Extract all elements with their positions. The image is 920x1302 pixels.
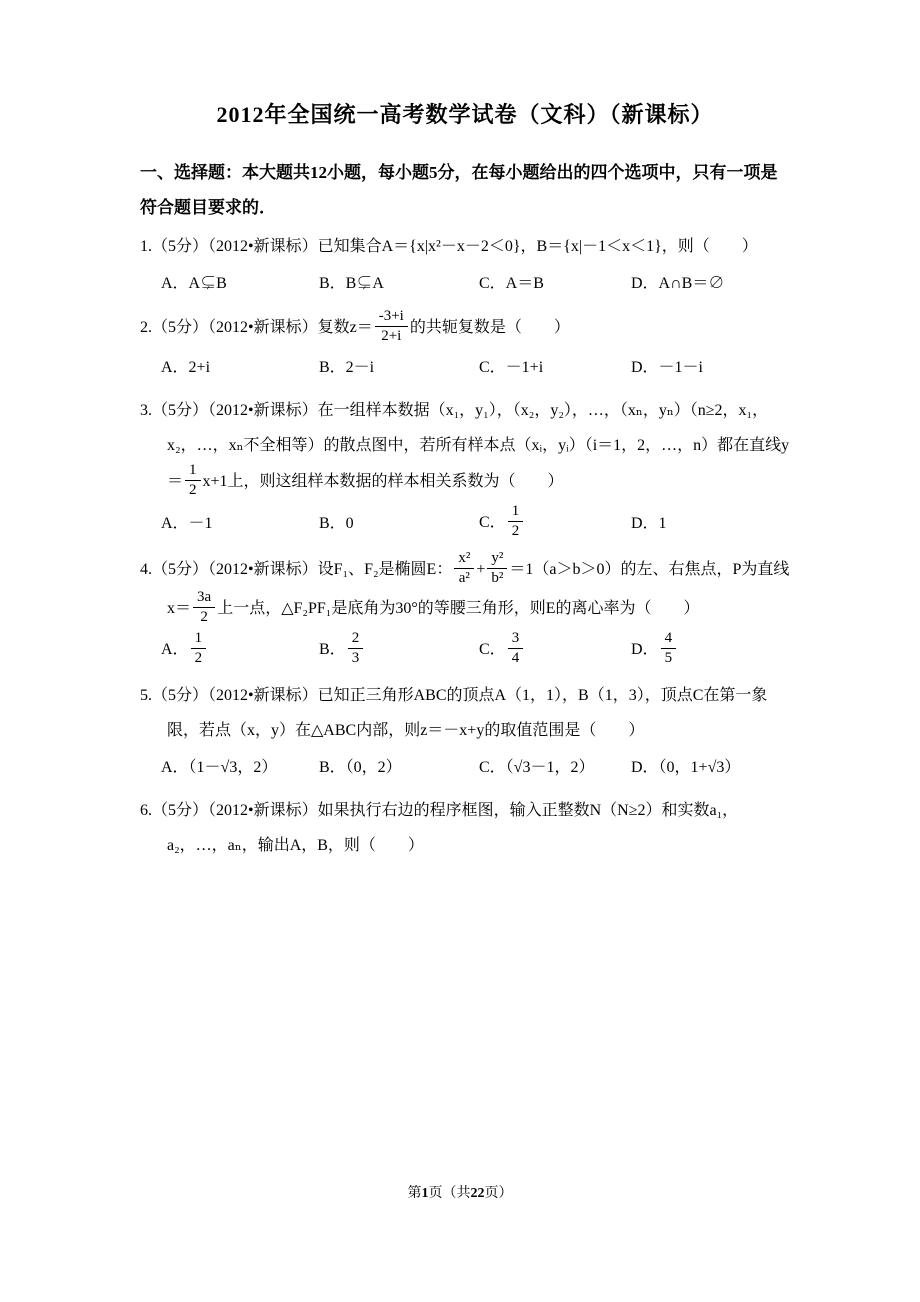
fraction (185, 461, 201, 500)
fraction-numerator: x² (458, 550, 471, 566)
fraction-numerator: 1 (511, 503, 520, 519)
option-d: D．－1－i (631, 359, 704, 376)
page-footer (0, 1182, 920, 1202)
question-6 (140, 793, 790, 863)
fraction (375, 307, 408, 346)
option-d (631, 631, 790, 670)
fraction (348, 629, 364, 668)
question-2-options (140, 350, 790, 385)
fraction (508, 502, 524, 541)
option-c (479, 631, 631, 670)
question-3 (140, 393, 790, 543)
question-1-stem (140, 229, 790, 264)
question-5-options (140, 750, 790, 785)
option-b: B．B⊊A (319, 275, 384, 292)
question-4-options (140, 631, 790, 670)
option-d: D．A∩B＝∅ (631, 275, 725, 292)
option-a-label: A． (161, 641, 189, 659)
fraction-denominator: 2 (185, 480, 201, 500)
question-5 (140, 678, 790, 785)
fraction-denominator: a² (454, 568, 474, 588)
option-c-label: C． (479, 514, 506, 532)
fraction-numerator: 3 (511, 630, 520, 646)
fraction (661, 629, 677, 668)
question-1 (140, 229, 790, 301)
footer-page-number: 1 (421, 1186, 429, 1201)
option-b-label: B． (319, 641, 346, 659)
option-a: A．2+i (161, 359, 211, 376)
option-d: D．1 (631, 515, 667, 532)
fraction (508, 629, 524, 668)
fraction-numerator: 4 (664, 630, 673, 646)
option-c-label: C． (479, 641, 506, 659)
option-a: A．（1－√3，2） (161, 759, 278, 776)
question-5-stem (140, 678, 790, 748)
section-instructions: 一、选择题：本大题共12小题，每小题5分，在每小题给出的四个选项中，只有一项是符合题目要求的． (140, 163, 778, 217)
footer-text-post: 页） (484, 1186, 513, 1201)
fraction (487, 549, 507, 588)
fraction-denominator: 5 (661, 648, 677, 668)
option-d-label: D． (631, 641, 659, 659)
question-3-text-pre: 3.（5分）（2012•新课标）在一组样本数据（x₁，y₁），（x₂，y₂），…，（xₙ，yₙ）（n≥2，x₁，x₂，…，xₙ不全相等）的散点图中，若所有样本点（xᵢ，yᵢ）（i＝1，2，…，n）都在直线y＝ (140, 402, 790, 491)
option-c: C．（√3－1，2） (479, 759, 595, 776)
question-4-text-pre: 4.（5分）（2012•新课标）设F₁、F₂是椭圆E： (140, 561, 453, 579)
question-3-text-post: x+1上，则这组样本数据的样本相关系数为（ ） (202, 473, 564, 491)
option-c: C．A＝B (479, 275, 544, 292)
fraction (193, 588, 215, 627)
question-2-text-pre: 2.（5分）（2012•新课标）复数z＝ (140, 319, 373, 337)
question-4-text-post: 上一点，△F₂PF₁是底角为30°的等腰三角形，则E的离心率为（ ） (217, 600, 700, 618)
question-3-options (140, 504, 790, 543)
fraction-denominator: 3 (348, 648, 364, 668)
fraction-denominator: 2+i (375, 326, 408, 346)
fraction-numerator: y² (491, 550, 504, 566)
option-b: B．0 (319, 515, 354, 532)
footer-text-pre: 第 (407, 1186, 422, 1201)
fraction (454, 549, 474, 588)
question-4 (140, 551, 790, 670)
option-c: C．－1+i (479, 359, 544, 376)
option-b (319, 631, 479, 670)
fraction-denominator: 2 (193, 607, 215, 627)
option-a: A．A⊊B (161, 275, 227, 292)
fraction-numerator: 2 (351, 630, 360, 646)
fraction-numerator: 3a (197, 589, 212, 605)
question-5-text: 5.（5分）（2012•新课标）已知正三角形ABC的顶点A（1，1），B（1，3），顶点C在第一象限，若点（x，y）在△ABC内部，则z＝－x+y的取值范围是（ ） (140, 687, 768, 739)
fraction-denominator: 4 (508, 648, 524, 668)
question-2-text-post: 的共轭复数是（ ） (409, 319, 570, 337)
question-2-stem (140, 309, 790, 348)
question-4-stem (140, 551, 790, 629)
option-c (479, 504, 631, 543)
fraction-denominator: 2 (191, 648, 207, 668)
option-b: B．2－i (319, 359, 375, 376)
fraction-numerator: 1 (189, 462, 197, 478)
question-4-text-mid: ＝1（a＞b＞0）的左、右焦点，P为直线x＝ (167, 561, 790, 618)
option-a (161, 631, 319, 670)
question-6-stem (140, 793, 790, 863)
footer-text-mid: 页（共 (428, 1186, 471, 1201)
question-1-options (140, 266, 790, 301)
footer-total-pages: 22 (470, 1186, 485, 1201)
page-title: 2012年全国统一高考数学试卷（文科）（新课标） (216, 102, 714, 127)
fraction-denominator: 2 (508, 521, 524, 541)
question-3-stem (140, 393, 790, 502)
question-6-text: 6.（5分）（2012•新课标）如果执行右边的程序框图，输入正整数N（N≥2）和实数a₁，a₂，…，aₙ，输出A，B，则（ ） (140, 802, 739, 854)
fraction-numerator: 1 (194, 630, 203, 646)
option-a: A．－1 (161, 515, 213, 532)
option-d: D．（0，1+√3） (631, 759, 741, 776)
question-1-text: 1.（5分）（2012•新课标）已知集合A＝{x|x²－x－2＜0}，B＝{x|－1＜x＜1}，则（ ） (140, 238, 758, 255)
question-2 (140, 309, 790, 385)
option-b: B．（0，2） (319, 759, 402, 776)
fraction-denominator: b² (487, 568, 507, 588)
plus-sign: + (476, 561, 486, 579)
fraction (191, 629, 207, 668)
fraction-numerator: -3+i (378, 308, 404, 324)
